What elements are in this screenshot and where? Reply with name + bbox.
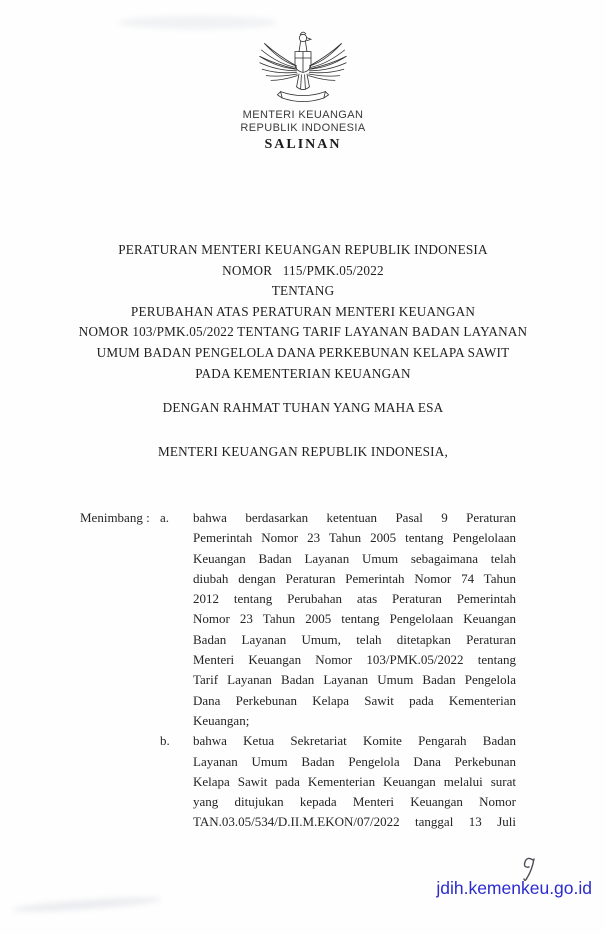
- body-line: Tarif Layanan Badan Layanan Umum Badan Pengelola: [193, 672, 516, 688]
- title-line: PADA KEMENTERIAN KEUANGAN: [195, 365, 411, 381]
- invocation-line: DENGAN RAHMAT TUHAN YANG MAHA ESA: [162, 400, 444, 415]
- body-line: bahwa berdasarkan ketentuan Pasal 9 Peraturan: [193, 510, 516, 525]
- body-line: diubah dengan Peraturan Pemerintah Nomor 74 Tahun: [193, 570, 516, 586]
- republic-name: REPUBLIK INDONESIA: [240, 122, 366, 134]
- body-line: Keuangan Badan Layanan Umum sebagaimana telah: [193, 550, 516, 566]
- jdih-site-link[interactable]: jdih.kemenkeu.go.id: [436, 878, 592, 898]
- title-line: PERATURAN MENTERI KEUANGAN REPUBLIK INDONESIA: [118, 242, 488, 257]
- body-line: TAN.03.05/534/D.II.M.EKON/07/2022 tanggal 13 Juli: [193, 814, 516, 830]
- scan-smudge: [12, 895, 162, 914]
- body-line: Pemerintah Nomor 23 Tahun 2005 tentang Pengelolaan: [193, 530, 516, 546]
- title-line-number: NOMOR 115/PMK.05/2022: [222, 262, 384, 278]
- body-line: Layanan Umum Badan Pengelola Dana Perkebunan: [193, 753, 516, 769]
- considerations-label: Menimbang :: [80, 510, 150, 525]
- body-line: Keuangan;: [193, 712, 250, 728]
- ministry-name: MENTERI KEUANGAN: [242, 109, 364, 121]
- consideration-item-b: [160, 731, 516, 832]
- title-line: PERUBAHAN ATAS PERATURAN MENTERI KEUANGAN: [130, 303, 476, 319]
- regulation-title: [0, 240, 606, 384]
- body-line: Nomor 23 Tahun 2005 tentang Pengelolaan Keuangan: [193, 611, 516, 627]
- body-line: Dana Perkebunan Kelapa Sawit pada Kementerian: [193, 692, 516, 708]
- issuer-line: MENTERI KEUANGAN REPUBLIK INDONESIA,: [158, 444, 448, 459]
- item-marker: a.: [160, 510, 170, 525]
- body-line: bahwa Ketua Sekretariat Komite Pengarah Badan: [193, 733, 516, 749]
- body-line: Kelapa Sawit pada Kementerian Keuangan melalui surat: [193, 773, 516, 789]
- garuda-pancasila-emblem-icon: [254, 26, 352, 106]
- consideration-item-a: [160, 508, 516, 731]
- title-line: UMUM BADAN PENGELOLA DANA PERKEBUNAN KELAPA SAWIT: [96, 344, 510, 360]
- letterhead: [0, 109, 606, 135]
- body-line: Menteri Keuangan Nomor 103/PMK.05/2022 tentang: [193, 652, 516, 668]
- body-line: Badan Layanan Umum, telah ditetapkan Peraturan: [193, 631, 516, 647]
- body-line: yang ditujukan kepada Menteri Keuangan Nomor: [193, 794, 516, 810]
- item-marker: b.: [160, 733, 170, 749]
- body-line: 2012 tentang Perubahan atas Peraturan Pemerintah: [193, 591, 516, 607]
- copy-stamp-label: SALINAN: [264, 137, 342, 152]
- considerations-section: [80, 508, 516, 833]
- title-line: NOMOR 103/PMK.05/2022 TENTANG TARIF LAYANAN BADAN LAYANAN: [78, 324, 528, 340]
- title-line: TENTANG: [271, 283, 335, 299]
